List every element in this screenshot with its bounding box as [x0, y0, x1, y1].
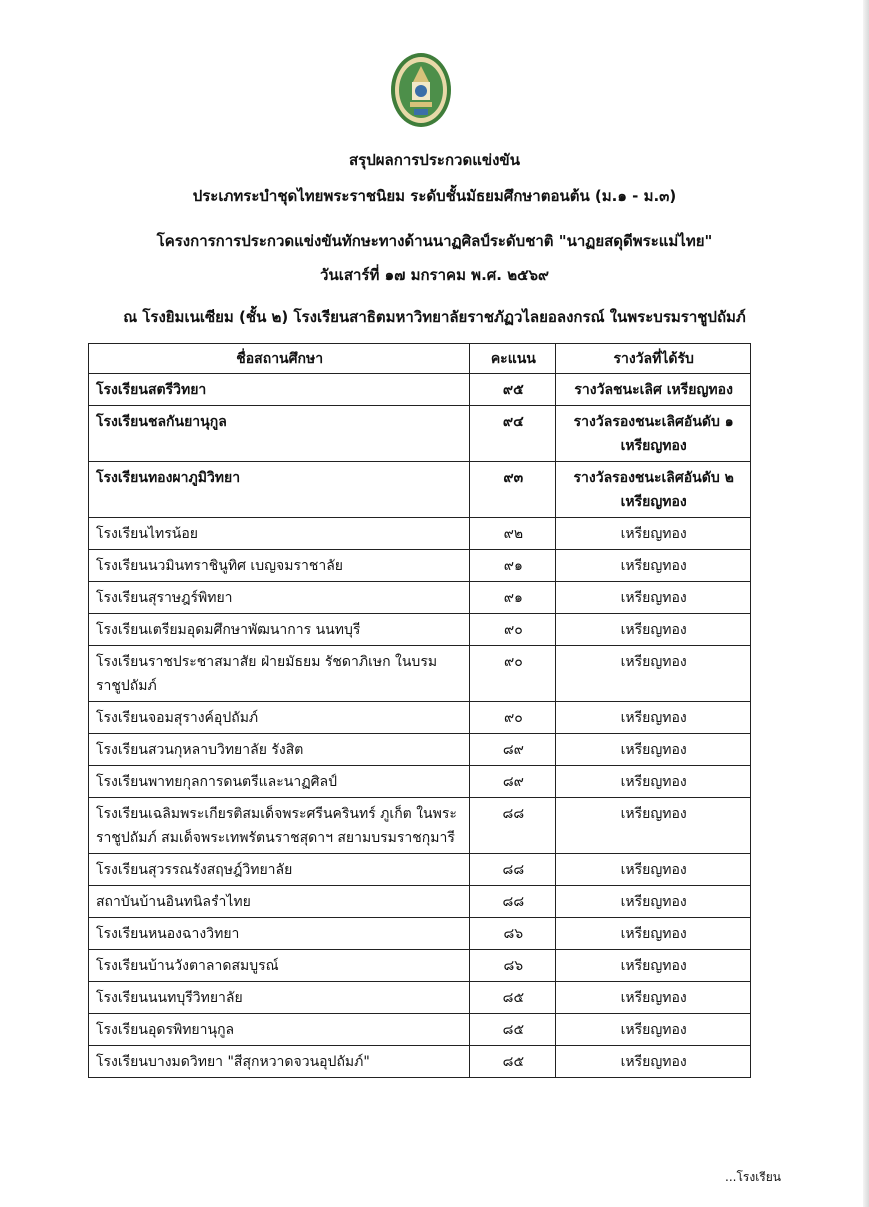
award-line: เหรียญทอง	[620, 742, 687, 758]
school-name: โรงเรียนจอมสุรางค์อุปถัมภ์	[89, 702, 470, 734]
score-value: ๘๘	[470, 854, 556, 886]
score-value: ๙๐	[470, 646, 556, 702]
award-value	[556, 766, 751, 798]
award-line: เหรียญทอง	[620, 494, 687, 510]
column-header-award: รางวัลที่ได้รับ	[556, 344, 751, 374]
table-row	[89, 614, 751, 646]
table-row	[89, 950, 751, 982]
table-row	[89, 550, 751, 582]
award-line: เหรียญทอง	[620, 894, 687, 910]
venue-line: ณ โรงยิมเนเซียม (ชั้น ๒) โรงเรียนสาธิตมหาวิทยาลัยราชภัฏวไลยอลงกรณ์ ในพระบรมราชูปถัมภ์	[123, 308, 746, 326]
award-value	[556, 886, 751, 918]
title-line-1: สรุปผลการประกวดแข่งขัน	[349, 151, 520, 169]
award-value	[556, 982, 751, 1014]
score-value: ๘๕	[470, 982, 556, 1014]
table-row	[89, 702, 751, 734]
score-value: ๙๑	[470, 582, 556, 614]
school-name: โรงเรียนอุดรพิทยานุกูล	[89, 1014, 470, 1046]
table-row	[89, 406, 751, 462]
score-value: ๘๙	[470, 766, 556, 798]
date-line: วันเสาร์ที่ ๑๗ มกราคม พ.ศ. ๒๕๖๙	[320, 266, 549, 284]
score-value: ๙๔	[470, 406, 556, 462]
score-value: ๙๐	[470, 614, 556, 646]
table-row	[89, 766, 751, 798]
score-value: ๘๘	[470, 798, 556, 854]
award-line: เหรียญทอง	[620, 1022, 687, 1038]
school-name: โรงเรียนสุราษฎร์พิทยา	[89, 582, 470, 614]
school-name: โรงเรียนทองผาภูมิวิทยา	[89, 462, 470, 518]
school-name: โรงเรียนสวนกุหลาบวิทยาลัย รังสิต	[89, 734, 470, 766]
table-row	[89, 798, 751, 854]
title-line-3: โครงการการประกวดแข่งขันทักษะทางด้านนาฏศิลป์ระดับชาติ "นาฏยสดุดีพระแม่ไทย"	[156, 232, 713, 250]
school-name: สถาบันบ้านอินทนิลรำไทย	[89, 886, 470, 918]
results-table	[88, 343, 751, 1078]
continuation-note: ...โรงเรียน	[725, 1170, 781, 1184]
title-line-2: ประเภทระบำชุดไทยพระราชนิยม ระดับชั้นมัธยมศึกษาตอนต้น (ม.๑ - ม.๓)	[192, 187, 677, 205]
award-line: เหรียญทอง	[620, 438, 687, 454]
table-row	[89, 374, 751, 406]
award-line: เหรียญทอง	[620, 958, 687, 974]
score-value: ๙๒	[470, 518, 556, 550]
award-value	[556, 854, 751, 886]
award-value	[556, 614, 751, 646]
page-edge-shadow	[863, 0, 869, 1207]
award-value	[556, 550, 751, 582]
award-value	[556, 702, 751, 734]
award-line: เหรียญทอง	[620, 558, 687, 574]
score-value: ๘๖	[470, 918, 556, 950]
table-row	[89, 918, 751, 950]
school-name: โรงเรียนนนทบุรีวิทยาลัย	[89, 982, 470, 1014]
award-line: เหรียญทอง	[620, 806, 687, 822]
award-value	[556, 582, 751, 614]
award-value	[556, 518, 751, 550]
table-row	[89, 982, 751, 1014]
award-value	[556, 918, 751, 950]
award-value	[556, 950, 751, 982]
award-value	[556, 734, 751, 766]
column-header-score: คะแนน	[470, 344, 556, 374]
table-header-row	[89, 344, 751, 374]
school-name: โรงเรียนนวมินทราชินูทิศ เบญจมราชาลัย	[89, 550, 470, 582]
score-value: ๙๕	[470, 374, 556, 406]
table-row	[89, 1014, 751, 1046]
award-line: เหรียญทอง	[620, 622, 687, 638]
award-line: เหรียญทอง	[620, 990, 687, 1006]
score-value: ๘๕	[470, 1046, 556, 1078]
score-value: ๘๘	[470, 886, 556, 918]
school-name: โรงเรียนบางมดวิทยา "สีสุกหวาดจวนอุปถัมภ์"	[89, 1046, 470, 1078]
award-line: เหรียญทอง	[620, 710, 687, 726]
school-name: โรงเรียนชลกันยานุกูล	[89, 406, 470, 462]
school-name: โรงเรียนหนองฉางวิทยา	[89, 918, 470, 950]
award-line: เหรียญทอง	[620, 1054, 687, 1070]
award-line: รางวัลชนะเลิศ เหรียญทอง	[574, 382, 733, 398]
award-line: เหรียญทอง	[620, 590, 687, 606]
table-row	[89, 582, 751, 614]
school-name: โรงเรียนราชประชาสมาสัย ฝ่ายมัธยม รัชดาภิเษก ในบรมราชูปถัมภ์	[89, 646, 470, 702]
table-row	[89, 854, 751, 886]
school-name: โรงเรียนบ้านวังตาลาดสมบูรณ์	[89, 950, 470, 982]
award-line: เหรียญทอง	[620, 654, 687, 670]
award-line: รางวัลรองชนะเลิศอันดับ ๒	[573, 470, 734, 486]
table-row	[89, 734, 751, 766]
award-value	[556, 798, 751, 854]
award-line: เหรียญทอง	[620, 926, 687, 942]
award-line: รางวัลรองชนะเลิศอันดับ ๑	[573, 414, 734, 430]
award-line: เหรียญทอง	[620, 862, 687, 878]
table-row	[89, 462, 751, 518]
column-header-name: ชื่อสถานศึกษา	[89, 344, 470, 374]
award-value	[556, 1046, 751, 1078]
award-value	[556, 462, 751, 518]
table-row	[89, 886, 751, 918]
school-name: โรงเรียนสตรีวิทยา	[89, 374, 470, 406]
table-row	[89, 646, 751, 702]
school-emblem-icon	[390, 52, 452, 128]
score-value: ๙๐	[470, 702, 556, 734]
score-value: ๙๑	[470, 550, 556, 582]
award-line: เหรียญทอง	[620, 526, 687, 542]
score-value: ๙๓	[470, 462, 556, 518]
score-value: ๘๕	[470, 1014, 556, 1046]
school-name: โรงเรียนไทรน้อย	[89, 518, 470, 550]
table-row	[89, 518, 751, 550]
award-line: เหรียญทอง	[620, 774, 687, 790]
score-value: ๘๙	[470, 734, 556, 766]
school-name: โรงเรียนพาทยกุลการดนตรีและนาฏศิลป์	[89, 766, 470, 798]
award-value	[556, 406, 751, 462]
score-value: ๘๖	[470, 950, 556, 982]
award-value	[556, 1014, 751, 1046]
school-name: โรงเรียนเตรียมอุดมศึกษาพัฒนาการ นนทบุรี	[89, 614, 470, 646]
table-row	[89, 1046, 751, 1078]
school-name: โรงเรียนเฉลิมพระเกียรติสมเด็จพระศรีนครินทร์ ภูเก็ต ในพระราชูปถัมภ์ สมเด็จพระเทพรัตนราชสุดาฯ สยามบรมราชกุมารี	[89, 798, 470, 854]
award-value	[556, 646, 751, 702]
award-value	[556, 374, 751, 406]
school-name: โรงเรียนสุวรรณรังสฤษฎ์วิทยาลัย	[89, 854, 470, 886]
